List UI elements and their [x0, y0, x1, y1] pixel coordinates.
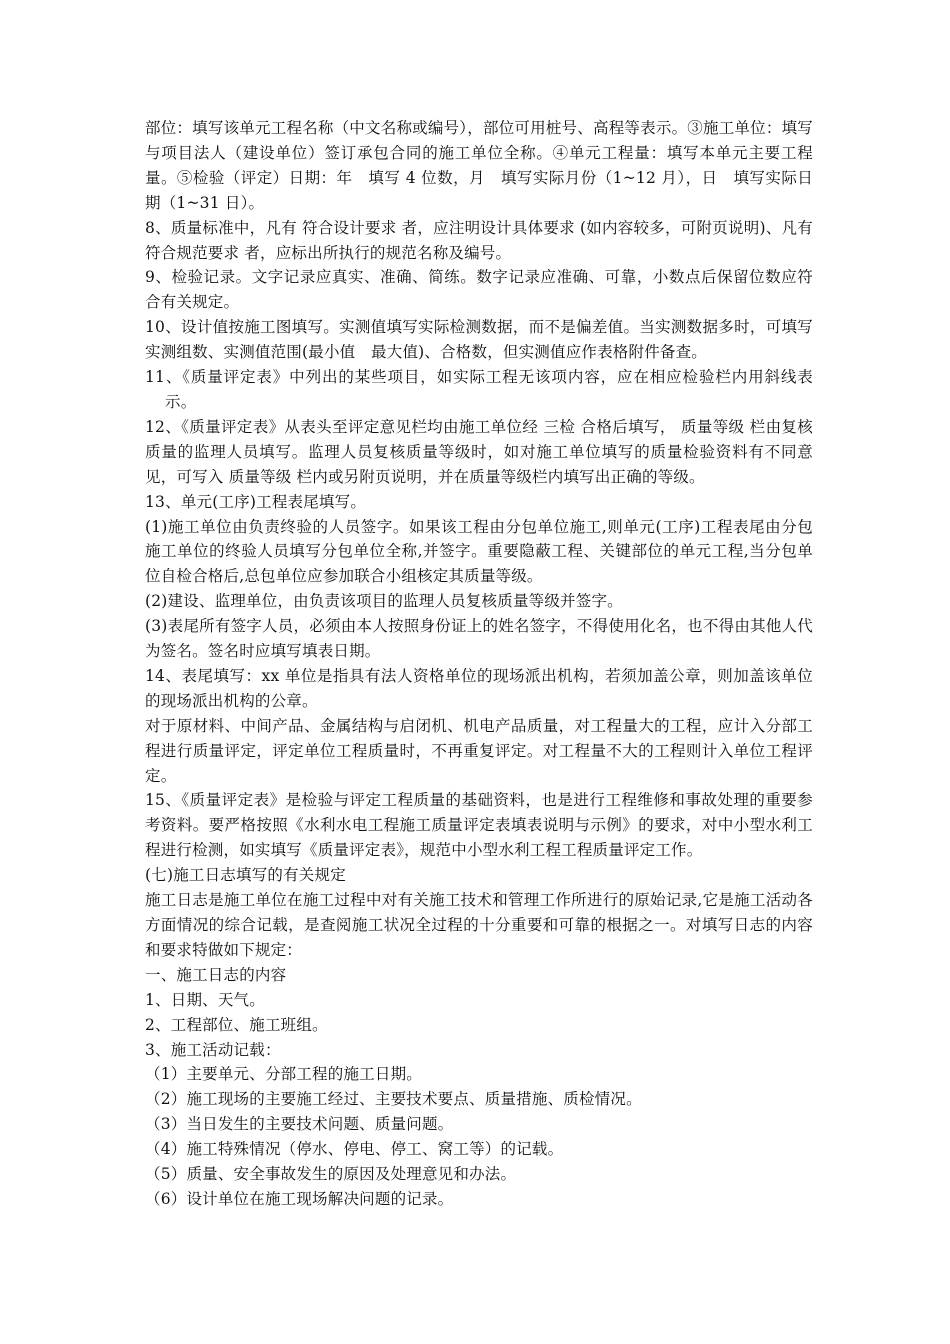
paragraph-item-13-2: (2)建设、监理单位，由负责该项目的监理人员复核质量等级并签字。	[145, 592, 623, 611]
sub-list-item-4: （4）施工特殊情况（停水、停电、停工、窝工等）的记载。	[145, 1140, 564, 1159]
paragraph-item-13-1: (1)施工单位由负责终验的人员签字。如果该工程由分包单位施工,则单元(工序)工程表尾由分包施工单位的终验人员填写分包单位全称,并签字。重要隐蔽工程、关键部位的单元工程,当分包单位自检合格后,总包单位应参加联合小组核定其质量等级。	[145, 517, 813, 586]
paragraph-item-10: 10、设计值按施工图填写。实测值填写实际检测数据，而不是偏差值。当实测数据多时，可填写实测组数、实测值范围(最小值 最大值)、合格数，但实测值应作表格附件备查。	[145, 318, 813, 362]
paragraph-item-14: 14、表尾填写：xx 单位是指具有法人资格单位的现场派出机构，若须加盖公章，则加盖该单位的现场派出机构的公章。	[145, 666, 813, 710]
document-body	[145, 116, 813, 1212]
paragraph-item-9: 9、检验记录。文字记录应真实、准确、简练。数字记录应准确、可靠，小数点后保留位数应符合有关规定。	[145, 268, 813, 312]
paragraph-item-11: 11、《质量评定表》中列出的某些项目，如实际工程无该项内容，应在相应检验栏内用斜线表示。	[145, 368, 813, 411]
paragraph-materials-note: 对于原材料、中间产品、金属结构与启闭机、机电产品质量，对工程量大的工程，应计入分部工程进行质量评定，评定单位工程质量时，不再重复评定。对工程量不大的工程则计入单位工程评定。	[145, 716, 813, 785]
list-item-2: 2、工程部位、施工班组。	[145, 1015, 328, 1034]
sub-list-item-1: （1）主要单元、分部工程的施工日期。	[145, 1065, 422, 1084]
subheading-log-content: 一、施工日志的内容	[145, 965, 287, 984]
paragraph-item-13: 13、单元(工序)工程表尾填写。	[145, 492, 367, 511]
paragraph-item-15: 15、《质量评定表》是检验与评定工程质量的基础资料，也是进行工程维修和事故处理的重要参考资料。要严格按照《水利水电工程施工质量评定表填表说明与示例》的要求，对中小型水利工程进行检测，如实填写《质量评定表》，规范中小型水利工程工程质量评定工作。	[145, 791, 813, 860]
sub-list-item-5: （5）质量、安全事故发生的原因及处理意见和办法。	[145, 1165, 517, 1184]
paragraph-item-13-3: (3)表尾所有签字人员，必须由本人按照身份证上的姓名签字，不得使用化名，也不得由其他人代为签名。签名时应填写填表日期。	[145, 617, 813, 661]
list-item-3: 3、施工活动记载：	[145, 1040, 281, 1059]
paragraph-construction-log-intro: 施工日志是施工单位在施工过程中对有关施工技术和管理工作所进行的原始记录,它是施工活动各方面情况的综合记载，是查阅施工状况全过程的十分重要和可靠的根据之一。对填写日志的内容和要求特做如下规定：	[145, 891, 813, 959]
sub-list-item-6: （6）设计单位在施工现场解决问题的记录。	[145, 1189, 454, 1208]
sub-list-item-2: （2）施工现场的主要施工经过、主要技术要点、质量措施、质检情况。	[145, 1090, 642, 1109]
section-heading-construction-log: (七)施工日志填写的有关规定	[145, 866, 346, 885]
paragraph-item-12: 12、《质量评定表》从表头至评定意见栏均由施工单位经 三检 合格后填写， 质量等级 栏由复核质量的监理人员填写。监理人员复核质量等级时，如对施工单位填写的质量检验资料有不同意见，可写入 质量等级 栏内或另附页说明，并在质量等级栏内填写出正确的等级。	[145, 417, 813, 486]
sub-list-item-3: （3）当日发生的主要技术问题、质量问题。	[145, 1115, 454, 1134]
paragraph-unit-fields: 部位：填写该单元工程名称（中文名称或编号），部位可用桩号、高程等表示。③施工单位：填写与项目法人（建设单位）签订承包合同的施工单位全称。④单元工程量：填写本单元主要工程量。⑤检验（评定）日期：年 填写 4 位数，月 填写实际月份（1~12 月），日 填写实际日期（1~31 日）。	[145, 119, 813, 212]
paragraph-item-8: 8、质量标准中，凡有 符合设计要求 者，应注明设计具体要求 (如内容较多，可附页说明)、凡有 符合规范要求 者，应标出所执行的规范名称及编号。	[145, 218, 813, 262]
list-item-1: 1、日期、天气。	[145, 990, 265, 1009]
